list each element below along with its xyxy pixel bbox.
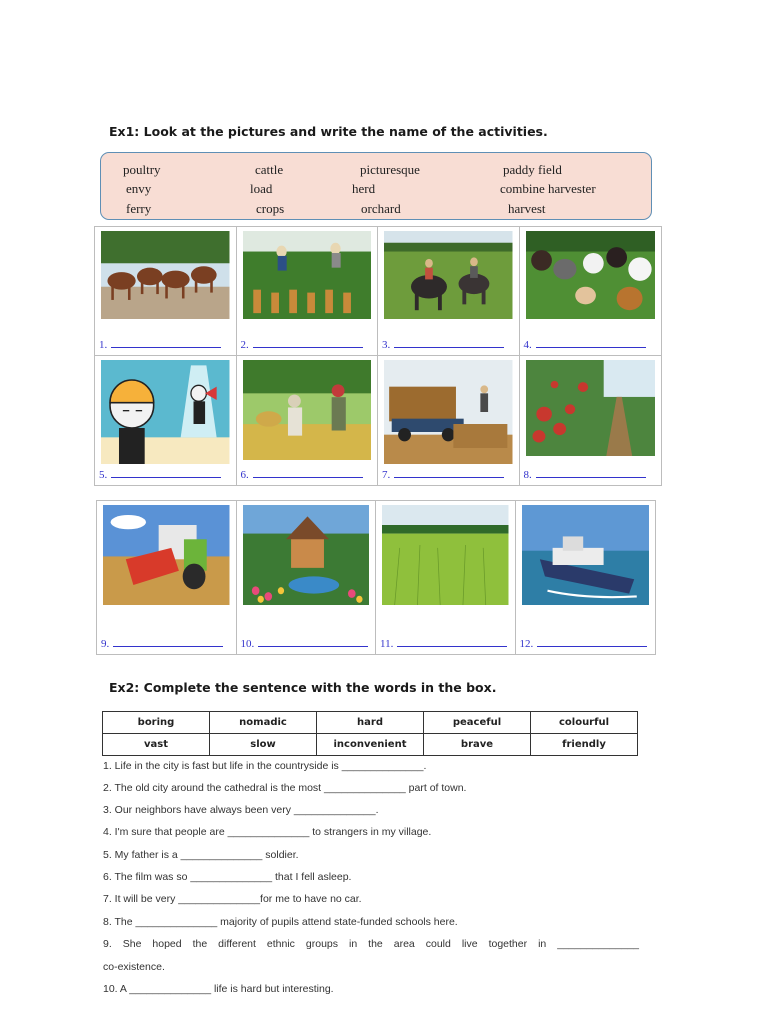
picture-cell bbox=[95, 356, 237, 485]
word-box-word: envy bbox=[126, 181, 152, 196]
word-box-word: orchard bbox=[361, 201, 401, 216]
sentence: 9. She hoped the different ethnic groups in the area could live together in ______________ bbox=[103, 938, 639, 950]
blank-number: 6. bbox=[240, 469, 249, 481]
blank-number: 9. bbox=[101, 638, 110, 650]
blank-line bbox=[394, 468, 504, 478]
orchard-picture bbox=[526, 360, 656, 456]
sentence: 10. A ______________ life is hard but interesting. bbox=[103, 983, 334, 995]
word-box-word: combine harvester bbox=[500, 181, 596, 196]
sentence: 5. My father is a ______________ soldier. bbox=[103, 849, 299, 861]
sentence: 4. I'm sure that people are ______________ to strangers in my village. bbox=[103, 826, 432, 838]
word-box-word: harvest bbox=[508, 201, 546, 216]
blank-line bbox=[397, 637, 507, 647]
harvesting-crops-picture bbox=[243, 231, 372, 319]
answer-blank[interactable] bbox=[524, 468, 658, 481]
blank-number: 7. bbox=[382, 469, 391, 481]
word-box-word: crops bbox=[256, 201, 285, 216]
ex2-heading: Ex2: Complete the sentence with the words in the box. bbox=[109, 680, 497, 695]
picture-cell bbox=[378, 227, 520, 356]
envy-cartoon-picture bbox=[101, 360, 230, 464]
table-cell: slow bbox=[210, 734, 317, 756]
picture-cell bbox=[237, 501, 377, 654]
sentence: 8. The ______________ majority of pupils attend state-funded schools here. bbox=[103, 916, 458, 928]
blank-line bbox=[111, 468, 221, 478]
picture-cell bbox=[237, 227, 379, 356]
answer-blank[interactable] bbox=[241, 468, 374, 481]
chickens-picture bbox=[526, 231, 656, 319]
word-box-word: picturesque bbox=[360, 162, 420, 177]
table-cell: hard bbox=[317, 712, 424, 734]
blank-number: 2. bbox=[240, 339, 249, 351]
table-cell: peaceful bbox=[424, 712, 531, 734]
blank-line bbox=[536, 468, 646, 478]
blank-number: 8. bbox=[523, 469, 532, 481]
blank-line bbox=[113, 637, 223, 647]
blank-line bbox=[394, 338, 504, 348]
ex1-word-box bbox=[100, 152, 652, 220]
picture-cell bbox=[95, 227, 237, 356]
table-cell: boring bbox=[103, 712, 210, 734]
blank-number: 5. bbox=[99, 469, 108, 481]
paddy-field-picture bbox=[382, 505, 509, 605]
word-box-word: cattle bbox=[255, 162, 284, 177]
picturesque-village-picture bbox=[243, 505, 370, 605]
sentence: 1. Life in the city is fast but life in the countryside is ______________. bbox=[103, 760, 427, 772]
sentence: 3. Our neighbors have always been very ______________. bbox=[103, 804, 379, 816]
blank-line bbox=[253, 338, 363, 348]
picture-cell bbox=[237, 356, 379, 485]
table-row bbox=[103, 734, 638, 756]
blank-line bbox=[253, 468, 363, 478]
buffalo-riders-picture bbox=[384, 231, 513, 319]
ex1-heading: Ex1: Look at the pictures and write the name of the activities. bbox=[109, 124, 548, 139]
answer-blank[interactable] bbox=[241, 637, 372, 650]
sentence: 6. The film was so ______________ that I fell asleep. bbox=[103, 871, 352, 883]
picture-cell bbox=[97, 501, 237, 654]
picture-grid-top bbox=[94, 226, 662, 486]
blank-number: 4. bbox=[523, 339, 532, 351]
loading-hay-truck-picture bbox=[384, 360, 513, 464]
answer-blank[interactable] bbox=[380, 637, 511, 650]
blank-number: 1. bbox=[99, 339, 108, 351]
combine-harvester-picture bbox=[103, 505, 230, 605]
picture-cell bbox=[516, 501, 656, 654]
blank-line bbox=[536, 338, 646, 348]
answer-blank[interactable] bbox=[241, 338, 374, 351]
answer-blank[interactable] bbox=[99, 468, 232, 481]
answer-blank[interactable] bbox=[524, 338, 658, 351]
table-cell: nomadic bbox=[210, 712, 317, 734]
sentence-continuation: co-existence. bbox=[103, 961, 165, 973]
word-box-word: ferry bbox=[126, 201, 152, 216]
blank-line bbox=[537, 637, 647, 647]
picture-cell bbox=[520, 356, 662, 485]
picture-cell bbox=[520, 227, 662, 356]
sentence: 2. The old city around the cathedral is the most ______________ part of town. bbox=[103, 782, 467, 794]
answer-blank[interactable] bbox=[382, 468, 515, 481]
table-cell: vast bbox=[103, 734, 210, 756]
blank-number: 12. bbox=[519, 638, 534, 650]
picture-cell bbox=[376, 501, 516, 654]
ferry-picture bbox=[522, 505, 650, 605]
answer-blank[interactable] bbox=[99, 338, 232, 351]
table-row bbox=[103, 712, 638, 734]
word-box-word: load bbox=[250, 181, 273, 196]
word-box-word: poultry bbox=[123, 162, 161, 177]
ex2-word-table bbox=[102, 711, 638, 756]
table-cell: friendly bbox=[531, 734, 638, 756]
answer-blank[interactable] bbox=[520, 637, 652, 650]
blank-number: 3. bbox=[382, 339, 391, 351]
cattle-herd-picture bbox=[101, 231, 230, 319]
table-cell: colourful bbox=[531, 712, 638, 734]
picture-grid-bottom bbox=[96, 500, 656, 655]
table-cell: brave bbox=[424, 734, 531, 756]
table-cell: inconvenient bbox=[317, 734, 424, 756]
word-box-word: herd bbox=[352, 181, 376, 196]
blank-line bbox=[111, 338, 221, 348]
word-box-word: paddy field bbox=[503, 162, 562, 177]
picture-cell bbox=[378, 356, 520, 485]
blank-line bbox=[258, 637, 368, 647]
rice-harvest-picture bbox=[243, 360, 372, 460]
answer-blank[interactable] bbox=[382, 338, 515, 351]
blank-number: 10. bbox=[240, 638, 255, 650]
answer-blank[interactable] bbox=[101, 637, 232, 650]
sentence: 7. It will be very ______________for me to have no car. bbox=[103, 893, 362, 905]
blank-number: 11. bbox=[380, 638, 394, 650]
